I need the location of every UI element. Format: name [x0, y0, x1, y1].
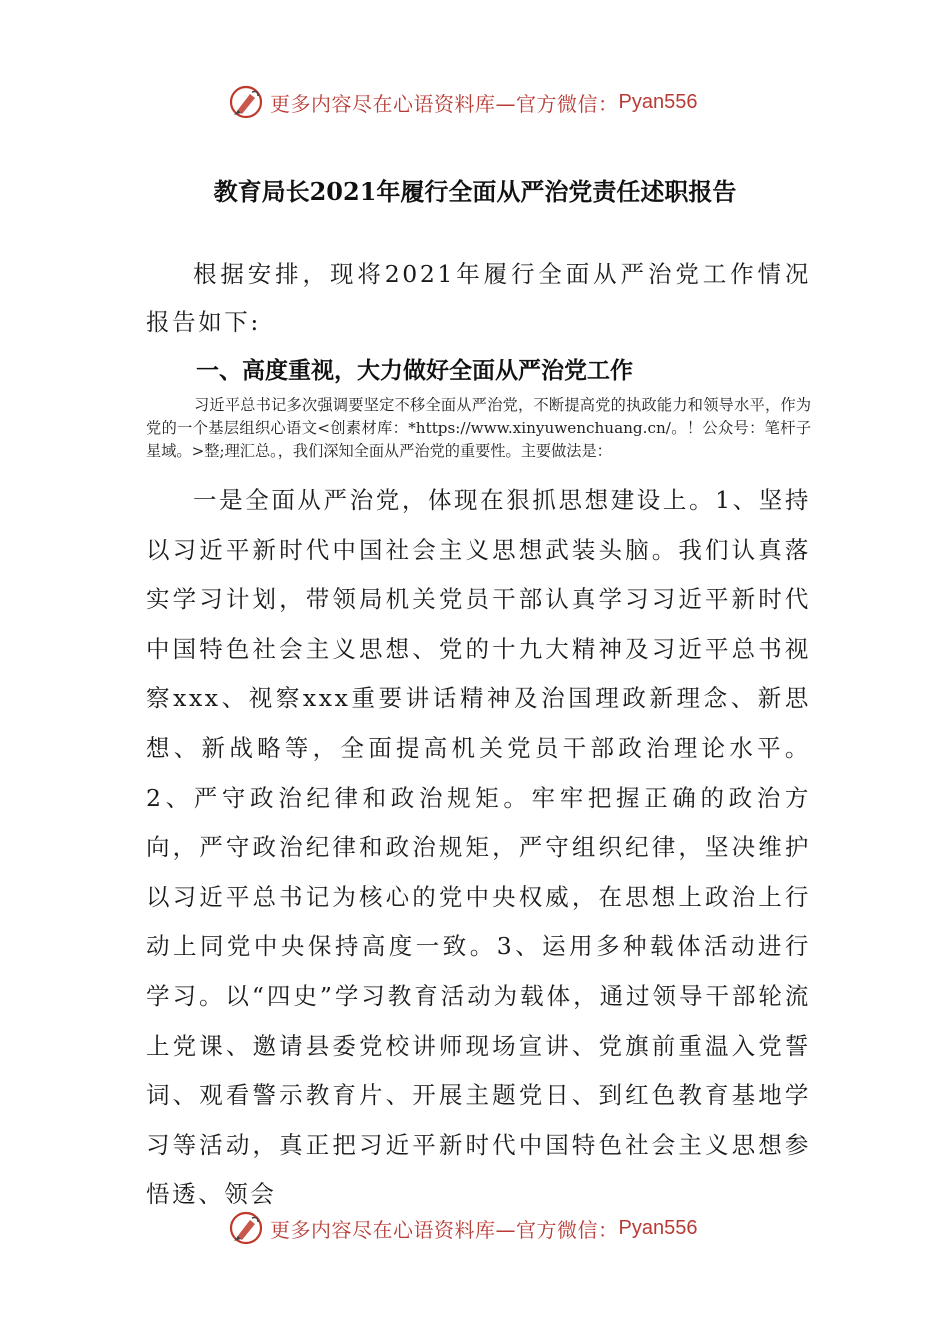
watermark-wechat-id: Pyan556	[618, 90, 698, 113]
watermark-text: 更多内容尽在心语资料库—官方微信：	[270, 1217, 619, 1242]
section-1-small-paragraph: 习近平总书记多次强调要坚定不移全面从严治党，不断提高党的执政能力和领导水平，作为党的一个基层组织心语文<创素材库：*https://www.xinyuwenchuang.cn/。！公众号：笔杆子星域。>整;理汇总。，我们深知全面从严治党的重要性。主要做法是：	[146, 396, 811, 460]
pen-nib-icon	[228, 84, 264, 120]
watermark-text: 更多内容尽在心语资料库—官方微信：	[270, 91, 619, 116]
pen-nib-icon	[228, 1210, 264, 1246]
section-heading-1: 一、高度重视，大力做好全面从严治党工作	[196, 358, 633, 384]
intro-paragraph: 根据安排，现将2021年履行全面从严治党工作情况报告如下:	[146, 260, 811, 336]
document-title: 教育局长2021年履行全面从严治党责任述职报告	[213, 177, 737, 206]
watermark-banner-bottom	[228, 1208, 697, 1248]
watermark-wechat-id: Pyan556	[618, 1216, 698, 1239]
watermark-banner-top	[228, 82, 697, 122]
body-paragraph: 一是全面从严治党，体现在狠抓思想建设上。1、坚持以习近平新时代中国社会主义思想武装头脑。我们认真落实学习计划，带领局机关党员干部认真学习习近平新时代中国特色社会主义思想、党的十九大精神及习近平总书视察xxx、视察xxx重要讲话精神及治国理政新理念、新思想、新战略等，全面提高机关党员干部政治理论水平。2、严守政治纪律和政治规矩。牢牢把握正确的政治方向，严守政治纪律和政治规矩，严守组织纪律，坚决维护以习近平总书记为核心的党中央权威，在思想上政治上行动上同党中央保持高度一致。3、运用多种载体活动进行学习。以“四史”学习教育活动为载体，通过领导干部轮流上党课、邀请县委党校讲师现场宣讲、党旗前重温入党誓词、观看警示教育片、开展主题党日、到红色教育基地学习等活动，真正把习近平新时代中国特色社会主义思想参悟透、领会	[146, 486, 811, 1209]
